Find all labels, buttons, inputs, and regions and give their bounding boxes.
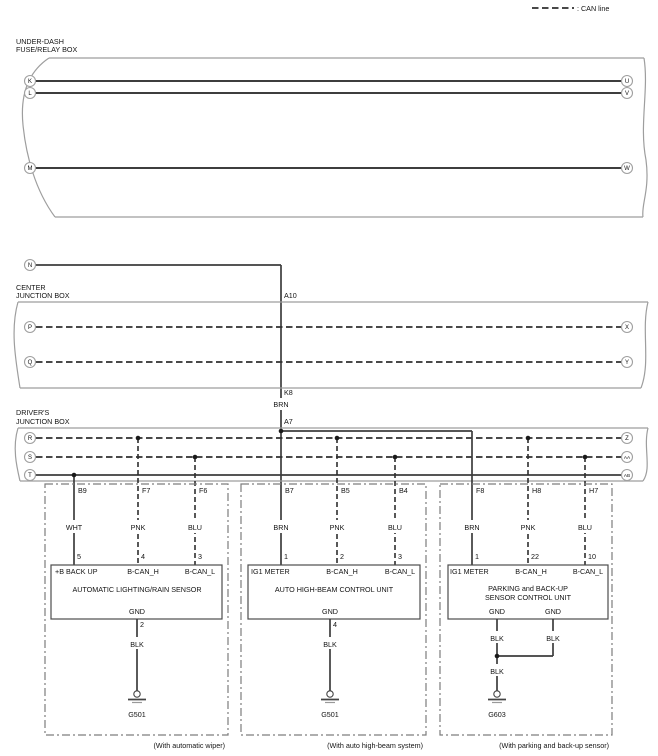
drivers-box-title-line1: DRIVER'S	[16, 408, 50, 417]
junction-dot-f6	[193, 455, 198, 460]
wire-color-label-wht: WHT	[65, 523, 83, 532]
pin-number: 1	[284, 552, 288, 561]
pin-func-label: B-CAN_L	[184, 567, 216, 576]
legend-can-line-label: : CAN line	[577, 4, 610, 13]
wire-color-label-brn: BRN	[464, 523, 480, 532]
junction-dot-h8	[526, 436, 531, 441]
pin-func-label: B-CAN_H	[127, 567, 159, 576]
connector-m-label: M	[27, 166, 33, 173]
center-box-left-edge	[14, 302, 20, 388]
drivers-box-right-edge	[643, 428, 648, 481]
gnd-wire-color-blk: BLK	[490, 634, 504, 643]
connector-x-label: X	[624, 325, 630, 332]
pin-label-f8: F8	[476, 486, 485, 495]
gnd-wire-color-blk: BLK	[490, 667, 504, 676]
connector-aa-label: AA	[623, 455, 631, 460]
ground-symbol-g603	[488, 691, 506, 703]
pin-number: 2	[340, 552, 344, 561]
ground-symbol-g501-mid	[321, 691, 339, 703]
pin-func-label: B-CAN_L	[384, 567, 416, 576]
pin-label-b5: B5	[341, 486, 350, 495]
junction-dot-b4	[393, 455, 398, 460]
pin-func-label: IG1 METER	[450, 567, 489, 576]
connector-w-label: W	[624, 166, 630, 173]
pin-label-h7: H7	[589, 486, 599, 495]
under-dash-box-title-line2: FUSE/RELAY BOX	[16, 45, 78, 54]
junction-dot-gnd	[495, 654, 500, 659]
drivers-box-left-edge	[15, 428, 20, 481]
junction-dot-f7	[136, 436, 141, 441]
pin-func-label: IG1 METER	[251, 567, 290, 576]
gnd-label: GND	[129, 607, 145, 616]
pin-number: 3	[198, 552, 202, 561]
ground-symbol-g501-left	[128, 691, 146, 703]
pin-number: 5	[77, 552, 81, 561]
connector-s-label: S	[27, 455, 33, 462]
caption-auto-high-beam: (With auto high-beam system)	[327, 741, 423, 750]
junction-dot-h7	[583, 455, 588, 460]
connector-ab-label: AB	[623, 473, 631, 478]
gnd-label: GND	[322, 607, 338, 616]
pin-func-label: B-CAN_L	[572, 567, 604, 576]
junction-dot-b9	[72, 473, 77, 478]
pin-number: 1	[475, 552, 479, 561]
gnd-pin-number: 2	[140, 620, 144, 629]
center-box-title-line1: CENTER	[16, 283, 46, 292]
gnd-wire-color-blk: BLK	[323, 640, 337, 649]
connector-t-label: T	[28, 473, 32, 480]
pin-label-k8: K8	[284, 388, 293, 397]
connector-y-label: Y	[624, 360, 630, 367]
wire-color-label-blu: BLU	[188, 523, 202, 532]
junction-dot-feed	[279, 429, 284, 434]
wire-color-label-brn-feed: BRN	[273, 400, 289, 409]
pin-label-b7: B7	[285, 486, 294, 495]
connector-z-label: Z	[625, 436, 629, 443]
drivers-box-title-line2: JUNCTION BOX	[16, 417, 70, 426]
connector-r-label: R	[27, 436, 33, 443]
wire-color-label-brn: BRN	[273, 523, 289, 532]
pin-number: 10	[588, 552, 596, 561]
wire-color-label-blu: BLU	[578, 523, 592, 532]
pin-number: 3	[398, 552, 402, 561]
pin-func-label: +B BACK UP	[55, 567, 98, 576]
junction-dot-b5	[335, 436, 340, 441]
wire-color-label-pnk: PNK	[130, 523, 146, 532]
pin-label-b4: B4	[399, 486, 408, 495]
pin-label-f7: F7	[142, 486, 151, 495]
connector-u-label: U	[624, 79, 630, 86]
pin-label-a10: A10	[284, 291, 297, 300]
ground-id-g501: G501	[321, 710, 339, 719]
ground-id-g501: G501	[128, 710, 146, 719]
component-name-parking-line2: SENSOR CONTROL UNIT	[485, 593, 571, 602]
pin-label-a7: A7	[284, 417, 293, 426]
connector-n-label: N	[27, 263, 33, 270]
component-name-auto-lighting-rain-sensor: AUTOMATIC LIGHTING/RAIN SENSOR	[72, 585, 202, 594]
under-dash-box-title-line1: UNDER-DASH	[16, 37, 64, 46]
pin-label-b9: B9	[78, 486, 87, 495]
connector-l-label: L	[28, 91, 32, 98]
pin-label-f6: F6	[199, 486, 208, 495]
gnd-wire-color-blk: BLK	[546, 634, 560, 643]
caption-automatic-wiper: (With automatic wiper)	[153, 741, 225, 750]
connector-q-label: Q	[27, 360, 33, 367]
connector-v-label: V	[624, 91, 630, 98]
wire-color-label-pnk: PNK	[329, 523, 345, 532]
caption-parking-back-up: (With parking and back-up sensor)	[499, 741, 609, 750]
gnd-label: GND	[545, 607, 561, 616]
wire-color-label-blu: BLU	[388, 523, 402, 532]
gnd-label: GND	[489, 607, 505, 616]
pin-func-label: B-CAN_H	[515, 567, 547, 576]
ground-id-g603: G603	[488, 710, 506, 719]
under-dash-box-right-edge	[643, 58, 647, 217]
pin-label-h8: H8	[532, 486, 542, 495]
wire-color-label-pnk: PNK	[520, 523, 536, 532]
pin-number: 22	[531, 552, 539, 561]
center-box-right-edge	[641, 302, 648, 388]
pin-func-label: B-CAN_H	[326, 567, 358, 576]
gnd-pin-number: 4	[333, 620, 337, 629]
connector-p-label: P	[27, 325, 33, 332]
center-box-title-line2: JUNCTION BOX	[16, 291, 70, 300]
component-name-auto-high-beam: AUTO HIGH-BEAM CONTROL UNIT	[274, 585, 394, 594]
component-name-parking-line1: PARKING and BACK-UP	[488, 584, 568, 593]
gnd-wire-color-blk: BLK	[130, 640, 144, 649]
pin-number: 4	[141, 552, 145, 561]
connector-k-label: K	[27, 79, 33, 86]
